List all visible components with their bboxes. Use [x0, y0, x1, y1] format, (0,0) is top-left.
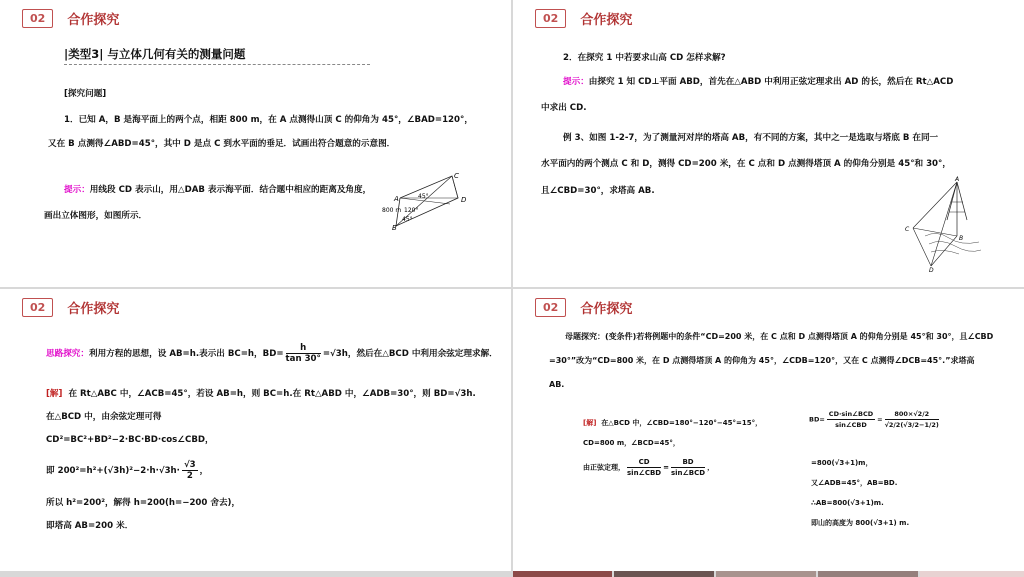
slide-4[interactable] — [513, 289, 1024, 571]
solution-line-2: 在△BCD 中，由余弦定理可得 — [46, 412, 162, 422]
variant-line-1: 母题探究：(变条件)若将例题中的条件“CD=200 米，在 C 点和 D 点测得塔顶 A 的仰角分别是 45°和 30°，且∠CBD — [565, 332, 994, 341]
hint-line-2: 中求出 CD. — [541, 103, 587, 113]
idea-post: =√3h，然后在△BCD 中利用余弦定理求解． — [322, 349, 498, 359]
angle-120-label: 120° — [404, 207, 419, 214]
sine-fraction-1 — [627, 457, 661, 478]
footer-bar-1 — [513, 571, 612, 577]
hint-label: 提示： — [563, 77, 589, 87]
solution-line-4-post: ， — [199, 466, 209, 476]
hint-line-1: 由探究 1 知 CD⊥平面 ABD，首先在△ABD 中利用正弦定理求出 AD 的长，然后在 Rt△ACD — [588, 77, 954, 87]
frac-num: CD·sin∠BCD — [828, 410, 874, 418]
section-label: [探究问题] — [64, 89, 107, 99]
point-b-label: B — [392, 224, 397, 232]
point-d-label: D — [461, 196, 467, 204]
right-line-2: =800(√3+1)m， — [811, 459, 873, 467]
section-title: 合作探究 — [580, 301, 633, 317]
solution-line-4-pre: 即 200²=h²+(√3h)²−2·h·√3h· — [46, 466, 180, 476]
slide-3[interactable] — [0, 289, 511, 571]
hint-label: 提示： — [64, 185, 90, 195]
left-line-1: 在△BCD 中，∠CBD=180°−120°−45°=15°， — [601, 419, 763, 427]
frac-den: tan 30° — [285, 354, 321, 364]
cos-fraction — [182, 460, 198, 481]
frac-den: sin∠BCD — [670, 469, 706, 477]
right-line-3: 又∠ADB=45°，AB=BD. — [811, 479, 898, 487]
footer-bar-5 — [920, 571, 1024, 577]
frac-num: CD — [627, 457, 661, 468]
slide-2[interactable] — [513, 0, 1024, 287]
section-title: 合作探究 — [67, 12, 120, 28]
angle-45b-label: 45° — [402, 216, 413, 223]
section-title: 合作探究 — [580, 12, 633, 28]
section-badge: 02 — [535, 9, 566, 28]
point-a-label: A — [394, 195, 399, 203]
idea-line — [46, 343, 498, 364]
bd-fraction — [827, 409, 875, 430]
hint-line-1: 用线段 CD 表示山，用△DAB 表示海平面．结合题中相应的距离及角度， — [89, 185, 372, 195]
right-line-1 — [809, 409, 941, 430]
right-line-1-pre: BD= — [809, 415, 825, 424]
point-d-label: D — [929, 267, 934, 272]
point-a-label: A — [955, 176, 960, 183]
solution-label: [解] — [583, 419, 597, 427]
section-title: 合作探究 — [67, 301, 120, 317]
question-2: 2．在探究 1 中若要求山高 CD 怎样求解? — [563, 53, 726, 63]
frac-den: 2 — [186, 471, 193, 481]
section-badge: 02 — [22, 9, 53, 28]
section-badge: 02 — [535, 298, 566, 317]
slide-header — [535, 8, 632, 28]
footer-bar-2 — [614, 571, 714, 577]
bd-fraction-2 — [885, 409, 939, 430]
slide-1[interactable] — [0, 0, 511, 287]
idea-label: 思路探究： — [46, 349, 89, 359]
slide-header — [535, 297, 632, 317]
example-line-2: 水平面内的两个测点 C 和 D，测得 CD=200 米，在 C 点和 D 点测得塔顶 A 的仰角分别是 45°和 30°， — [541, 159, 951, 169]
equals: = — [663, 463, 669, 472]
solution-line-5: 所以 h²=200²，解得 h=200(h=−200 舍去)， — [46, 498, 241, 508]
question-1-line-1: 1．已知 A，B 是海平面上的两个点，相距 800 m，在 A 点测得山顶 C 的仰角为 45°，∠BAD=120°， — [64, 115, 473, 125]
solution-line-4 — [46, 460, 208, 481]
question-1-line-2: 又在 B 点测得∠ABD=45°，其中 D 是点 C 到水平面的垂足．试画出符合题意的示意图． — [48, 139, 396, 149]
frac-den: sin∠CBD — [835, 421, 867, 429]
frac-num: h — [286, 343, 321, 354]
tan-fraction — [286, 343, 321, 364]
left-line-2: CD=800 m，∠BCD=45°， — [583, 439, 680, 447]
footer-bar-3 — [716, 571, 816, 577]
frac-num: BD — [671, 457, 705, 468]
hint-line-2: 画出立体图形，如图所示． — [44, 211, 148, 221]
footer-bar-4 — [818, 571, 918, 577]
frac-num: 800×√2/2 — [885, 409, 939, 420]
section-badge: 02 — [22, 298, 53, 317]
sine-fraction-2 — [671, 457, 705, 478]
point-c-label: C — [454, 172, 459, 180]
frac-den: sin∠CBD — [627, 469, 662, 477]
right-line-4: ∴AB=800(√3+1)m. — [811, 499, 884, 507]
solution-line-6: 即塔高 AB=200 米． — [46, 521, 134, 531]
tower-figure — [901, 176, 983, 272]
left-line-3-pre: 由正弦定理， — [583, 463, 625, 472]
left-line-3 — [583, 457, 714, 478]
example-line-3: 且∠CBD=30°，求塔高 AB. — [541, 186, 655, 196]
slide-header — [22, 8, 119, 28]
point-c-label: C — [905, 226, 910, 233]
solution-line-3: CD²=BC²+BD²−2·BC·BD·cos∠CBD， — [46, 435, 214, 445]
type-title: |类型3| 与立体几何有关的测量问题 — [64, 46, 370, 65]
angle-45-label: 45° — [418, 193, 429, 200]
right-line-1-eq: = — [877, 415, 883, 424]
solution-label: [解] — [46, 389, 63, 399]
right-line-5: 即山的高度为 800(√3+1) m. — [811, 519, 910, 527]
slide-header — [22, 297, 119, 317]
example-line-1: 例 3、如图 1-2-7，为了测量河对岸的塔高 AB，有不同的方案，其中之一是选取与塔底 B 在同一 — [563, 133, 939, 143]
distance-label: 800 m — [382, 207, 402, 214]
solution-line-1: 在 Rt△ABC 中，∠ACB=45°，若设 AB=h，则 BC=h.在 Rt△ABD 中，∠ADB=30°，则 BD=√3h. — [68, 389, 476, 399]
frac-den: √2/2(√3/2−1/2) — [884, 421, 939, 429]
variant-line-3: AB. — [549, 380, 565, 389]
idea-pre: 利用方程的思想，设 AB=h.表示出 BC=h，BD= — [88, 349, 284, 359]
pyramid-figure — [378, 168, 470, 236]
point-b-label: B — [959, 235, 964, 242]
left-line-3-post: ， — [707, 463, 715, 472]
frac-num: √3 — [183, 460, 196, 470]
variant-line-2: =30°”改为“CD=800 米，在 D 点测得塔顶 A 的仰角为 45°，∠CDB=120°，又在 C 点测得∠DCB=45°.”求塔高 — [549, 356, 975, 365]
